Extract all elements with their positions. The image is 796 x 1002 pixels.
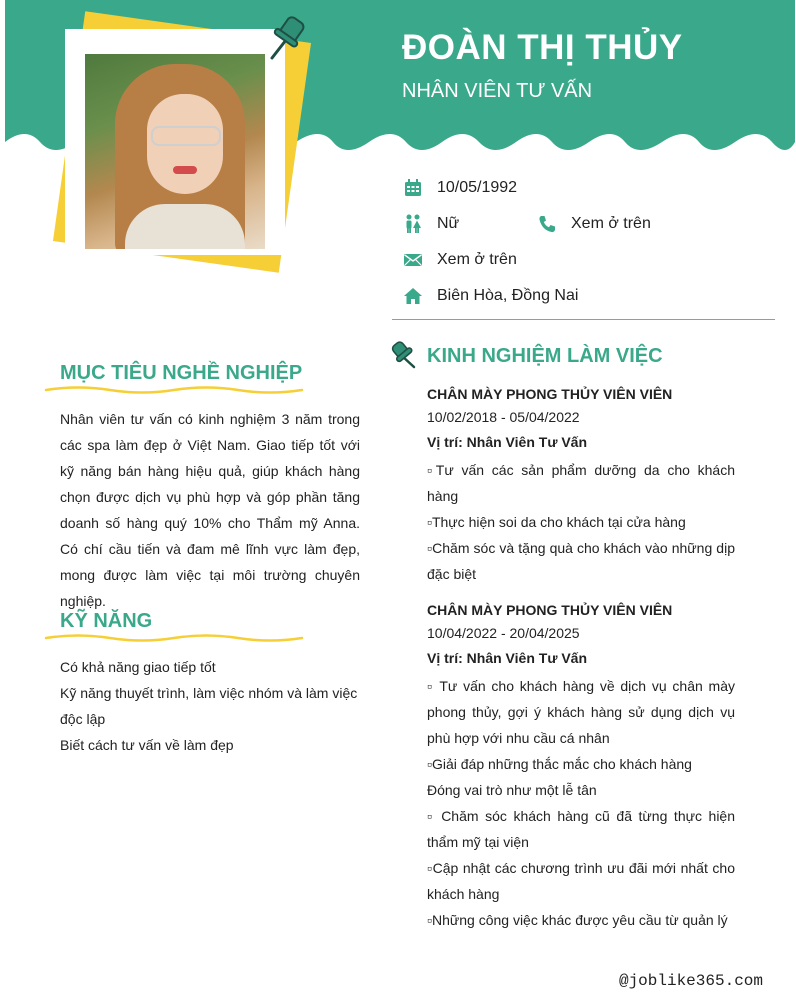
candidate-name: ĐOÀN THỊ THỦY	[402, 28, 683, 67]
header-divider	[392, 319, 775, 320]
objective-heading: MỤC TIÊU NGHỀ NGHIỆP	[60, 362, 303, 384]
job-entry	[427, 381, 735, 587]
gender-row	[402, 210, 459, 238]
objective-text: Nhân viên tư vấn có kinh nghiệm 3 năm trong các spa làm đẹp ở Việt Nam. Giao tiếp tốt với kỹ năng bán hàng hiệu quả, giúp khách hàng chọn được dịch vụ phù hợp và góp phần tăng doanh số hàng quý 10% cho Thẩm mỹ Anna. Có chí cầu tiến và đam mê lĩnh vực làm đẹp, mong được làm việc tại môi trường chuyên nghiệp.	[60, 411, 360, 609]
skill-item: Kỹ năng thuyết trình, làm việc nhóm và làm việc độc lập	[60, 685, 358, 727]
job-role: Vị trí: Nhân Viên Tư Vấn	[427, 650, 588, 666]
email-icon	[402, 249, 424, 271]
address-value: Biên Hòa, Đồng Nai	[437, 287, 579, 304]
pushpin-icon	[390, 340, 418, 370]
job-company: CHÂN MÀY PHONG THỦY VIÊN VIÊN	[427, 602, 673, 618]
skill-item: Biết cách tư vấn về làm đẹp	[60, 737, 234, 753]
job-dates: 10/02/2018 - 05/04/2022	[427, 409, 580, 425]
job-duty: ▫Giải đáp những thắc mắc cho khách hàng	[427, 756, 692, 772]
candidate-title: NHÂN VIÊN TƯ VẤN	[402, 80, 593, 102]
birthday-row	[402, 174, 517, 202]
phone-value: Xem ở trên	[571, 215, 651, 232]
skills-underline	[44, 632, 304, 644]
phone-row	[536, 210, 651, 238]
pushpin-icon	[266, 14, 310, 62]
email-row	[402, 246, 517, 274]
gender-value: Nữ	[437, 215, 460, 232]
home-icon	[402, 285, 424, 307]
footer-watermark: @joblike365.com	[618, 972, 763, 990]
job-company: CHÂN MÀY PHONG THỦY VIÊN VIÊN	[427, 386, 673, 402]
name-block	[402, 26, 782, 104]
job-duty: ▫ Chăm sóc khách hàng cũ đã từng thực hiện thẩm mỹ tại viện	[427, 808, 735, 850]
experience-heading: KINH NGHIỆM LÀM VIỆC	[427, 345, 663, 367]
job-duty: ▫Những công việc khác được yêu cầu từ quản lý	[427, 912, 728, 928]
address-row	[402, 282, 578, 310]
calendar-icon	[402, 177, 424, 199]
skill-item: Có khả năng giao tiếp tốt	[60, 659, 216, 675]
skills-heading: KỸ NĂNG	[60, 610, 153, 632]
objective-underline	[44, 384, 304, 396]
job-entry	[427, 597, 735, 933]
job-dates: 10/04/2022 - 20/04/2025	[427, 625, 580, 641]
birthday-value: 10/05/1992	[437, 179, 518, 196]
job-role: Vị trí: Nhân Viên Tư Vấn	[427, 434, 588, 450]
job-duty: ▫Cập nhật các chương trình ưu đãi mới nhất cho khách hàng	[427, 860, 735, 902]
skills-list	[60, 654, 360, 758]
job-duties	[427, 457, 735, 587]
phone-icon	[536, 213, 558, 235]
gender-icon	[402, 213, 424, 235]
job-duty: ▫ Tư vấn cho khách hàng về dịch vụ chân mày phong thủy, gợi ý khách hàng sử dụng dịch vụ phù hợp với nhu cầu cá nhân	[427, 678, 735, 746]
job-duty: ▫Chăm sóc và tặng quà cho khách vào những dịp đặc biệt	[427, 540, 735, 582]
job-duty: ▫Tư vấn các sản phẩm dưỡng da cho khách hàng	[427, 462, 735, 504]
email-value: Xem ở trên	[437, 251, 517, 268]
job-duty: ▫Thực hiện soi da cho khách tại cửa hàng	[427, 514, 686, 530]
job-duties	[427, 673, 735, 933]
profile-photo	[85, 54, 265, 249]
job-duty: Đóng vai trò như một lễ tân	[427, 782, 597, 798]
